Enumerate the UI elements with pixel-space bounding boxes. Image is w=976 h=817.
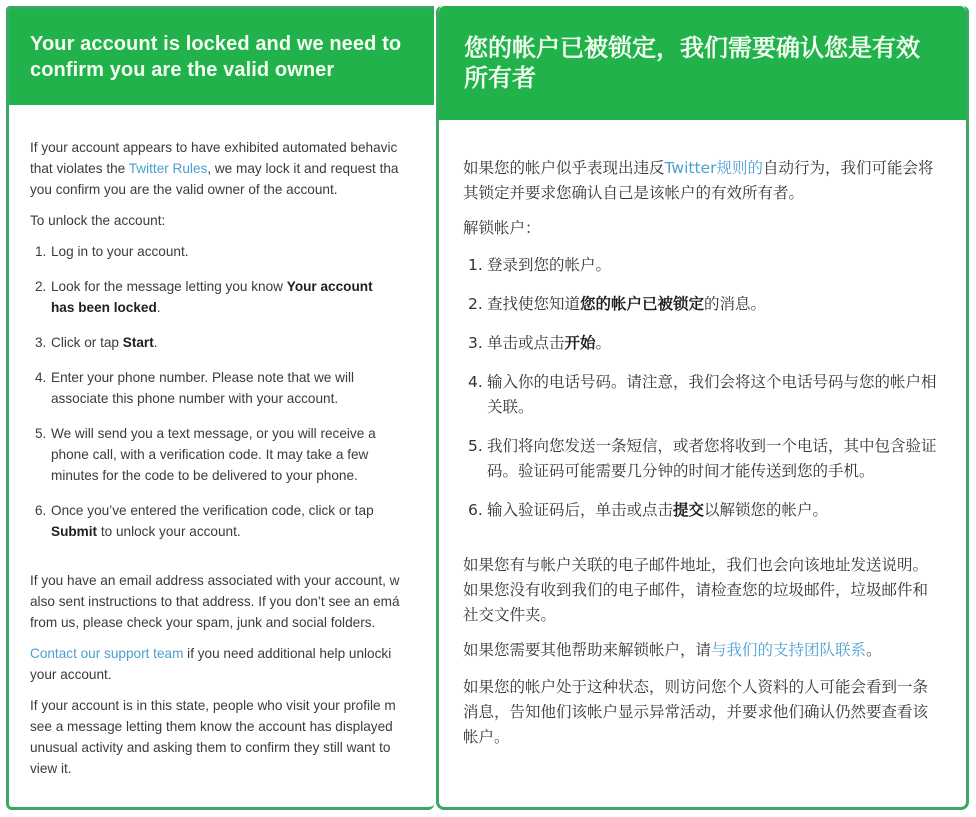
step-text: associate this phone number with your account. xyxy=(51,391,339,406)
step-text xyxy=(51,276,434,297)
step-text: 输入你的电话号码。请注意，我们会将这个电话号码与您的帐户相关联。 xyxy=(487,373,937,416)
step-text-part: 输入验证码后，单击或点击 xyxy=(487,501,674,519)
step-number: 3. xyxy=(468,334,483,352)
step-item xyxy=(30,423,434,486)
state-line: see a message letting them know the account has displayed xyxy=(30,719,393,734)
step-text xyxy=(51,332,434,353)
step-number: 5. xyxy=(35,426,47,441)
step-item xyxy=(30,276,434,318)
email-line: also sent instructions to that address. If you don’t see an emá xyxy=(30,594,400,609)
step-item xyxy=(463,434,939,484)
step-text-part: . xyxy=(156,300,161,315)
step-text-part: 单击或点击 xyxy=(487,334,565,352)
chinese-steps-list xyxy=(463,253,939,523)
chinese-email-paragraph: 如果您有与帐户关联的电子邮件地址，我们也会向该地址发送说明。如果您没有收到我们的电子邮件，请检查您的垃圾邮件，垃圾邮件和社交文件夹。 xyxy=(463,556,929,624)
step-text: Enter your phone number. Please note that we will xyxy=(51,370,355,385)
intro-text: 自动行为，我们可能会将其锁定并要求您确认自己是该帐户的有效所有者。 xyxy=(463,159,934,202)
step-text: phone call, with a verification code. It may take a few xyxy=(51,447,369,462)
intro-line: you confirm you are the valid owner of the account. xyxy=(30,182,338,197)
unlock-heading-cn: 解锁帐户： xyxy=(463,219,541,237)
step-text: Once you’ve entered the verification code, click or tap xyxy=(51,503,374,518)
intro-text: , we may lock it and request tha xyxy=(207,161,399,176)
english-email-paragraph xyxy=(30,570,434,633)
step-bold-text: Start xyxy=(122,335,154,350)
step-number: 1. xyxy=(35,244,47,259)
contact-support-link[interactable]: Contact our support team xyxy=(30,646,184,661)
intro-line: If your account appears to have exhibited automated behavic xyxy=(30,140,398,155)
contact-line xyxy=(30,643,434,664)
email-line: from us, please check your spam, junk and social folders. xyxy=(30,615,376,630)
step-number: 4. xyxy=(35,370,47,385)
step-item xyxy=(463,253,939,278)
step-number: 5. xyxy=(468,437,483,455)
english-intro-paragraph xyxy=(30,137,434,200)
chinese-panel-header xyxy=(439,6,966,120)
english-steps-list xyxy=(30,241,434,542)
step-item xyxy=(30,500,434,542)
english-panel-header xyxy=(9,9,434,105)
chinese-contact-paragraph xyxy=(463,638,939,663)
english-panel-body xyxy=(9,105,434,779)
twitter-rules-link[interactable]: Twitter Rules xyxy=(128,161,208,176)
step-bold-text: has been locked xyxy=(51,300,157,315)
english-state-paragraph xyxy=(30,695,434,779)
step-number: 2. xyxy=(468,295,483,313)
chinese-title-line2: 所有者 xyxy=(464,64,536,92)
step-bold-text: 您的帐户已被锁定 xyxy=(580,295,705,313)
step-bold-text: 提交 xyxy=(673,501,705,519)
step-number: 6. xyxy=(468,501,483,519)
step-text-part: . xyxy=(153,335,158,350)
step-item xyxy=(463,292,939,317)
state-line: unusual activity and asking them to confirm they still want to xyxy=(30,740,391,755)
intro-text: 如果您的帐户似乎表现出违反 xyxy=(463,159,665,177)
twitter-rules-link-cn[interactable]: Twitter规则的 xyxy=(664,159,763,177)
email-line: If you have an email address associated with your account, w xyxy=(30,573,400,588)
step-text-part: 。 xyxy=(595,334,612,352)
step-number: 2. xyxy=(35,279,47,294)
step-item xyxy=(463,331,939,356)
step-text: We will send you a text message, or you will receive a xyxy=(51,426,376,441)
state-line: If your account is in this state, people who visit your profile m xyxy=(30,698,396,713)
step-number: 3. xyxy=(35,335,47,350)
english-help-panel xyxy=(6,6,434,810)
contact-line: your account. xyxy=(30,667,112,682)
unlock-heading: To unlock the account: xyxy=(30,213,166,228)
step-number: 4. xyxy=(468,373,483,391)
contact-text: 如果您需要其他帮助来解锁帐户，请 xyxy=(463,641,712,659)
step-item xyxy=(463,498,939,523)
step-text: 我们将向您发送一条短信，或者您将收到一个电话，其中包含验证码。验证码可能需要几分钟的时间才能传送到您的手机。 xyxy=(487,437,937,480)
chinese-panel-body xyxy=(439,120,939,750)
step-text xyxy=(51,297,434,318)
step-number: 1. xyxy=(468,256,483,274)
contact-text: 。 xyxy=(866,641,882,659)
contact-text: if you need additional help unlocki xyxy=(183,646,392,661)
step-text-part: 的消息。 xyxy=(704,295,767,313)
contact-support-link-cn[interactable]: 与我们的支持团队联系 xyxy=(711,641,867,659)
step-text: 登录到您的帐户。 xyxy=(487,256,612,274)
step-item xyxy=(30,241,434,262)
step-bold-text: 开始 xyxy=(564,334,596,352)
chinese-title-line1: 您的帐户已被锁定，我们需要确认您是有效 xyxy=(464,34,920,62)
step-text: minutes for the code to be delivered to your phone. xyxy=(51,468,358,483)
step-text-part: 查找使您知道 xyxy=(487,295,581,313)
intro-text: that violates the xyxy=(30,161,129,176)
chinese-help-panel xyxy=(436,6,969,810)
step-text-part: Click or tap xyxy=(51,335,123,350)
step-text xyxy=(51,521,434,542)
step-text-part: 以解锁您的帐户。 xyxy=(704,501,829,519)
state-line: view it. xyxy=(30,761,72,776)
step-text-part: to unlock your account. xyxy=(97,524,241,539)
step-number: 6. xyxy=(35,503,47,518)
english-title-line1: Your account is locked and we need to xyxy=(30,33,402,55)
english-title-line2: confirm you are the valid owner xyxy=(30,59,335,81)
step-item xyxy=(463,370,939,420)
step-text: Log in to your account. xyxy=(51,244,189,259)
chinese-intro-paragraph xyxy=(463,156,939,206)
step-bold-text: Submit xyxy=(51,524,98,539)
intro-line xyxy=(30,158,434,179)
english-contact-paragraph xyxy=(30,643,434,685)
step-item xyxy=(30,332,434,353)
step-bold-text: Your account xyxy=(286,279,373,294)
step-text-part: Look for the message letting you know xyxy=(51,279,287,294)
step-item xyxy=(30,367,434,409)
chinese-state-paragraph: 如果您的帐户处于这种状态，则访问您个人资料的人可能会看到一条消息，告知他们该帐户显示异常活动，并要求他们确认仍然要查看该帐户。 xyxy=(463,678,929,746)
